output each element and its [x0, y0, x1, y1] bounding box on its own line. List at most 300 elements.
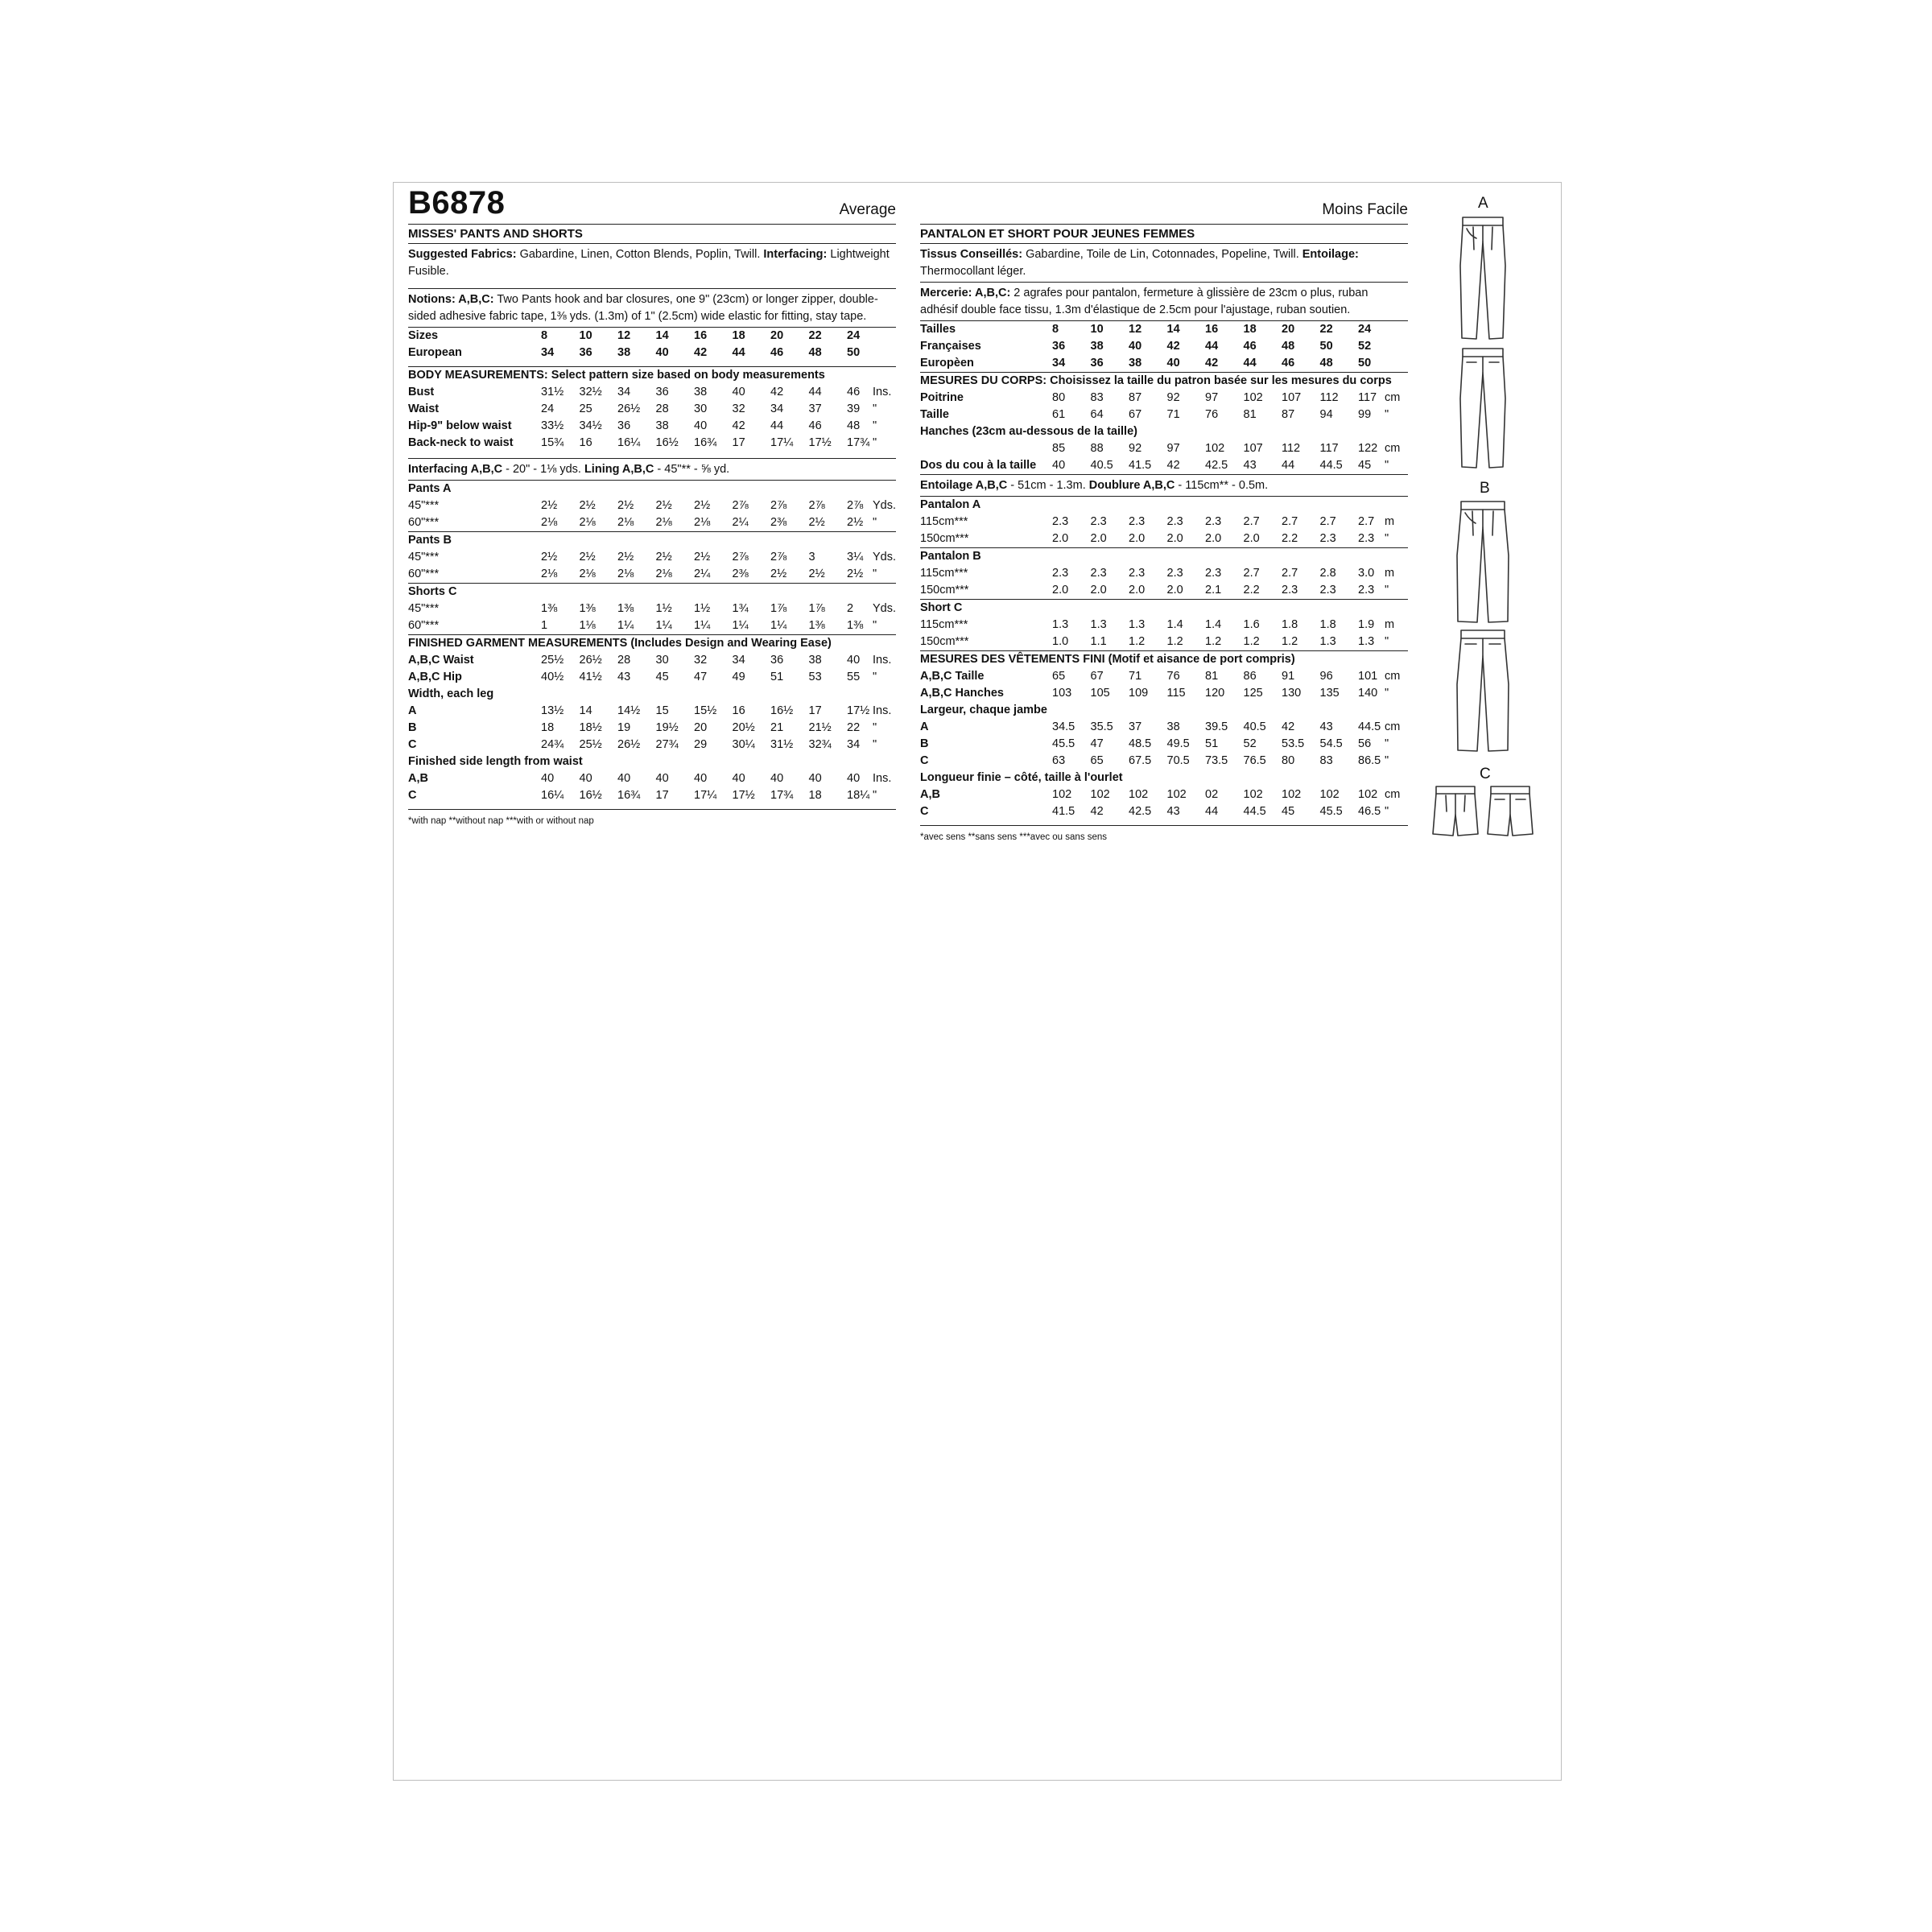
english-column [408, 185, 897, 829]
cell-value: 83 [1319, 754, 1333, 767]
table-row [408, 514, 896, 531]
cell-value: 42 [1090, 805, 1104, 818]
cell-value: 42 [732, 419, 745, 432]
cell-value: 1.8 [1282, 618, 1298, 631]
fabrics-label: Suggested Fabrics: [408, 248, 517, 261]
cell-value: 140 [1358, 687, 1378, 700]
cell-value: 8 [541, 329, 548, 342]
cell-value: 34 [732, 654, 745, 667]
finished-measurements-title: MESURES DES VÊTEMENTS FINI (Motif et aisance de port compris) [920, 653, 1295, 666]
cell-value: 2½ [541, 551, 558, 564]
cell-value: 02 [1205, 788, 1219, 801]
cell-value: 40 [694, 419, 708, 432]
cell-value: 41½ [579, 671, 602, 683]
cell-value: 2.7 [1358, 515, 1375, 528]
table-row [408, 787, 896, 804]
cell-value: 97 [1166, 442, 1180, 455]
unit-label: cm [1385, 670, 1401, 683]
cell-value: 102 [1129, 788, 1149, 801]
cell-value: 3.0 [1358, 567, 1375, 580]
cell-value: 40 [1129, 340, 1142, 353]
interfacing-label: Interfacing: [763, 248, 828, 261]
cell-value: 2½ [579, 499, 596, 512]
interfacing-text: Thermocollant léger. [920, 265, 1026, 278]
cell-value: 63 [1052, 754, 1066, 767]
table-row [920, 803, 1408, 820]
row-label: A [408, 704, 417, 717]
cell-value: 14 [655, 329, 669, 342]
cell-value: 17½ [808, 436, 832, 449]
cell-value: 48 [1282, 340, 1295, 353]
pattern-title: PANTALON ET SHORT POUR JEUNES FEMMES [920, 227, 1195, 241]
hip-label: Hanches (23cm au-dessous de la taille) [920, 425, 1137, 438]
cell-value: 18 [732, 329, 745, 342]
cell-value: 2.0 [1205, 532, 1222, 545]
cell-value: 17 [655, 789, 669, 802]
cell-value: 39 [847, 402, 861, 415]
cell-value: 46 [808, 419, 822, 432]
cell-value: 15 [655, 704, 669, 717]
cell-value: 2.2 [1282, 532, 1298, 545]
cell-value: 16 [579, 436, 592, 449]
row-label: Dos du cou à la taille [920, 459, 1037, 472]
cell-value: 25 [579, 402, 592, 415]
cell-value: 24 [541, 402, 555, 415]
cell-value: 50 [1358, 357, 1372, 369]
unit-label: " [873, 419, 877, 432]
cell-value: 16¾ [694, 436, 717, 449]
cell-value: 36 [770, 654, 784, 667]
row-label: A,B,C Hip [408, 671, 462, 683]
table-row [408, 770, 896, 787]
cell-value: 2.0 [1052, 532, 1069, 545]
cell-value: 17¾ [770, 789, 794, 802]
cell-value: 2.7 [1282, 515, 1298, 528]
cell-value: 2⅛ [541, 568, 558, 580]
lining-label: Lining A,B,C [584, 463, 654, 476]
cell-value: 2.3 [1090, 567, 1107, 580]
row-label: A,B,C Hanches [920, 687, 1004, 700]
cell-value: 96 [1319, 670, 1333, 683]
width-table [408, 703, 896, 753]
cell-value: 2½ [655, 499, 672, 512]
row-label: C [408, 789, 417, 802]
cell-value: 2⅜ [770, 516, 787, 529]
row-label: 45"*** [408, 551, 440, 564]
cell-value: 44.5 [1319, 459, 1343, 472]
table-row [920, 617, 1408, 634]
cell-value: 1⅛ [579, 619, 596, 632]
cell-value: 130 [1282, 687, 1302, 700]
cell-value: 1¾ [732, 602, 749, 615]
cell-value: 54.5 [1319, 737, 1343, 750]
finished-measurements-title: FINISHED GARMENT MEASUREMENTS (Includes Design and Wearing Ease) [408, 637, 832, 650]
cell-value: 53 [808, 671, 822, 683]
cell-value: 1.2 [1205, 635, 1222, 648]
table-row [408, 384, 896, 401]
cell-value: 35.5 [1090, 720, 1113, 733]
table-row [920, 530, 1408, 547]
suggested-fabrics [408, 244, 896, 282]
cell-value: 18 [808, 789, 822, 802]
unit-label: Yds. [873, 602, 897, 615]
cell-value: 67.5 [1129, 754, 1152, 767]
cell-value: 34 [770, 402, 784, 415]
cell-value: 2.0 [1090, 584, 1107, 597]
cell-value: 135 [1319, 687, 1340, 700]
row-label: B [920, 737, 929, 750]
sizes-row [408, 328, 896, 345]
cell-value: 81 [1243, 408, 1257, 421]
sizes-table [920, 321, 1408, 372]
cell-value: 1.9 [1358, 618, 1375, 631]
cell-value: 1⅜ [579, 602, 596, 615]
cell-value: 38 [1090, 340, 1104, 353]
unit-label: " [1385, 584, 1389, 597]
table-row [408, 601, 896, 617]
length-table [920, 786, 1408, 820]
cell-value: 40 [541, 772, 555, 785]
row-label: 60"*** [408, 568, 440, 580]
cell-value: 117 [1319, 442, 1339, 455]
row-label: Hip-9" below waist [408, 419, 512, 432]
cell-value: 102 [1243, 788, 1263, 801]
table-row [408, 549, 896, 566]
cell-value: 16 [1205, 323, 1219, 336]
cell-value: 40.5 [1243, 720, 1266, 733]
cell-value: 20½ [732, 721, 755, 734]
unit-label: " [873, 789, 877, 802]
cell-value: 2.7 [1243, 515, 1260, 528]
cell-value: 42 [1166, 459, 1180, 472]
cell-value: 1½ [694, 602, 711, 615]
cell-value: 45 [1358, 459, 1372, 472]
cell-value: 40 [732, 772, 745, 785]
header-row [920, 190, 1408, 224]
cell-value: 1.2 [1282, 635, 1298, 648]
cell-value: 112 [1282, 442, 1301, 455]
table-row [920, 719, 1408, 736]
cell-value: 65 [1090, 754, 1104, 767]
cell-value: 21 [770, 721, 784, 734]
cell-value: 2¼ [732, 516, 749, 529]
unit-label: m [1385, 567, 1395, 580]
cell-value: 2.3 [1205, 515, 1222, 528]
cell-value: 40 [847, 654, 861, 667]
cell-value: 38 [808, 654, 822, 667]
view-yardage-title: Pantalon A [920, 498, 981, 511]
cell-value: 17½ [732, 789, 755, 802]
cell-value: 46.5 [1358, 805, 1381, 818]
unit-label: " [873, 619, 877, 632]
cell-value: 2.1 [1205, 584, 1222, 597]
table-row [408, 435, 896, 452]
cell-value: 2½ [847, 516, 864, 529]
cell-value: 76.5 [1243, 754, 1266, 767]
cell-value: 103 [1052, 687, 1072, 700]
cell-value: 38 [655, 419, 669, 432]
cell-value: 1.3 [1358, 635, 1375, 648]
unit-label: " [1385, 754, 1389, 767]
cell-value: 52 [1358, 340, 1372, 353]
cell-value: 1.8 [1319, 618, 1336, 631]
cell-value: 44 [1282, 459, 1295, 472]
cell-value: 40 [655, 346, 669, 359]
cell-value: 1.1 [1090, 635, 1107, 648]
cell-value: 87 [1282, 408, 1295, 421]
cell-value: 36 [1052, 340, 1066, 353]
cell-value: 83 [1090, 391, 1104, 404]
row-label: Poitrine [920, 391, 964, 404]
cell-value: 44 [1205, 340, 1219, 353]
cell-value: 40.5 [1090, 459, 1113, 472]
cell-value: 36 [655, 386, 669, 398]
cell-value: 38 [1129, 357, 1142, 369]
cell-value: 36 [579, 346, 592, 359]
cell-value: 2½ [808, 516, 825, 529]
cell-value: 25½ [541, 654, 564, 667]
row-label: A,B,C Waist [408, 654, 474, 667]
cell-value: 46 [1243, 340, 1257, 353]
cell-value: 71 [1129, 670, 1142, 683]
table-row [408, 418, 896, 435]
row-label: B [408, 721, 417, 734]
table-row [920, 685, 1408, 702]
cell-value: 2⅞ [732, 551, 749, 564]
header-row [408, 185, 896, 224]
cell-value: 120 [1205, 687, 1225, 700]
cell-value: 40 [694, 772, 708, 785]
table-row [920, 565, 1408, 582]
row-label: Tailles [920, 323, 956, 336]
sizes-table [408, 328, 896, 361]
cell-value: 1.2 [1243, 635, 1260, 648]
cell-value: 26½ [579, 654, 602, 667]
cell-value: 26½ [617, 738, 641, 751]
row-label: A,B [408, 772, 428, 785]
cell-value: 30 [655, 654, 669, 667]
yardage-tables [408, 481, 896, 634]
cell-value: 32¾ [808, 738, 832, 751]
cell-value: 2.0 [1166, 584, 1183, 597]
cell-value: 1.4 [1205, 618, 1222, 631]
cell-value: 107 [1282, 391, 1302, 404]
cell-value: 1¼ [694, 619, 711, 632]
cell-value: 48 [1319, 357, 1333, 369]
row-label: C [920, 754, 929, 767]
fabrics-text: Gabardine, Toile de Lin, Cotonnades, Popeline, Twill. [1022, 248, 1302, 261]
cell-value: 26½ [617, 402, 641, 415]
cell-value: 44 [808, 386, 822, 398]
cell-value: 70.5 [1166, 754, 1190, 767]
yardage-tables [920, 497, 1408, 650]
cell-value: 2½ [655, 551, 672, 564]
cell-value: 1⅞ [770, 602, 787, 615]
lining-label: Doublure A,B,C [1088, 479, 1175, 492]
unit-label: " [1385, 737, 1389, 750]
cell-value: 107 [1243, 442, 1263, 455]
row-label: 115cm*** [920, 618, 968, 631]
width-table [920, 719, 1408, 770]
cell-value: 44 [770, 419, 784, 432]
cell-value: 13½ [541, 704, 564, 717]
notions-label: Mercerie: A,B,C: [920, 287, 1011, 299]
footnote: *avec sens **sans sens ***avec ou sans sens [920, 832, 1108, 842]
cell-value: 102 [1052, 788, 1072, 801]
interfacing-text: Lightweight Fusible. [408, 248, 890, 278]
unit-label: Yds. [873, 499, 897, 512]
cell-value: 52 [1243, 737, 1257, 750]
table-row [408, 652, 896, 669]
table-row [920, 786, 1408, 803]
cell-value: 20 [1282, 323, 1295, 336]
notions [920, 283, 1408, 320]
cell-value: 42 [1205, 357, 1219, 369]
cell-value: 34 [617, 386, 631, 398]
cell-value: 37 [1129, 720, 1142, 733]
cell-value: 40 [770, 772, 784, 785]
cell-value: 40 [847, 772, 861, 785]
cell-value: 112 [1319, 391, 1339, 404]
finished-table [920, 668, 1408, 702]
cell-value: 48 [808, 346, 822, 359]
cell-value: 101 [1358, 670, 1378, 683]
unit-label: " [873, 516, 877, 529]
cell-value: 65 [1052, 670, 1066, 683]
cell-value: 1½ [655, 602, 672, 615]
row-label: 45"*** [408, 602, 440, 615]
cell-value: 1.2 [1129, 635, 1146, 648]
cell-value: 2½ [808, 568, 825, 580]
cell-value: 2⅞ [847, 499, 864, 512]
cell-value: 1¼ [617, 619, 634, 632]
cell-value: 28 [655, 402, 669, 415]
cell-value: 17 [732, 436, 745, 449]
cell-value: 92 [1129, 442, 1142, 455]
cell-value: 2.0 [1129, 584, 1146, 597]
row-label: A,B,C Taille [920, 670, 985, 683]
cell-value: 24 [1358, 323, 1372, 336]
cell-value: 46 [1282, 357, 1295, 369]
interfacing-label: Entoilage: [1302, 248, 1359, 261]
cell-value: 42.5 [1205, 459, 1228, 472]
table-row [408, 703, 896, 720]
cell-value: 17¾ [847, 436, 870, 449]
cell-value: 19 [617, 721, 631, 734]
cell-value: 122 [1358, 442, 1378, 455]
unit-label: " [873, 671, 877, 683]
cell-value: 2.8 [1319, 567, 1336, 580]
cell-value: 76 [1205, 408, 1219, 421]
cell-value: 47 [694, 671, 708, 683]
cell-value: 1.3 [1319, 635, 1336, 648]
cell-value: 1⅜ [541, 602, 558, 615]
row-label: A [920, 720, 929, 733]
view-yardage-title: Shorts C [408, 585, 457, 598]
cell-value: 51 [1205, 737, 1219, 750]
cell-value: 2.3 [1319, 532, 1336, 545]
cell-value: 2.0 [1129, 532, 1146, 545]
cell-value: 40 [1166, 357, 1180, 369]
row-label: 115cm*** [920, 515, 968, 528]
interfacing-label: Interfacing A,B,C [408, 463, 503, 476]
cell-value: 16½ [655, 436, 679, 449]
cell-value: 2½ [694, 551, 711, 564]
cell-value: 86 [1243, 670, 1257, 683]
unit-label: " [873, 738, 877, 751]
cell-value: 2.3 [1358, 584, 1375, 597]
cell-value: 2.7 [1319, 515, 1336, 528]
cell-value: 56 [1358, 737, 1372, 750]
cell-value: 36 [1090, 357, 1104, 369]
cell-value: 115 [1166, 687, 1186, 700]
cell-value: 102 [1319, 788, 1340, 801]
unit-label: " [1385, 805, 1389, 818]
row-label: Europèen [920, 357, 974, 369]
cell-value: 2⅞ [770, 551, 787, 564]
body-measurements-table [408, 384, 896, 452]
table-row [920, 514, 1408, 530]
cell-value: 45 [655, 671, 669, 683]
cell-value: 12 [617, 329, 631, 342]
unit-label: " [873, 721, 877, 734]
table-row [408, 566, 896, 583]
unit-label: Ins. [873, 704, 892, 717]
cell-value: 1⅜ [617, 602, 634, 615]
cell-value: 42 [694, 346, 708, 359]
cell-value: 25½ [579, 738, 602, 751]
unit-label: Ins. [873, 386, 892, 398]
unit-label: " [873, 568, 877, 580]
notions-text: 2 agrafes pour pantalon, fermeture à glissière de 23cm o plus, ruban adhésif double face tissu, 1.3m d'élastique de 2.5cm pour l'ajustage, ruban soutien. [920, 287, 1368, 316]
cell-value: 45.5 [1319, 805, 1343, 818]
cell-value: 2¼ [694, 568, 711, 580]
hip-row [920, 440, 1408, 457]
cell-value: 40 [579, 772, 592, 785]
row-label: 45"*** [408, 499, 440, 512]
cell-value: 47 [1090, 737, 1104, 750]
table-row [408, 669, 896, 686]
pattern-title: MISSES' PANTS AND SHORTS [408, 227, 583, 241]
unit-label: cm [1385, 442, 1401, 455]
cell-value: 31½ [541, 386, 564, 398]
cell-value: 3¼ [847, 551, 864, 564]
cell-value: 80 [1052, 391, 1066, 404]
cell-value: 14 [1166, 323, 1180, 336]
cell-value: 34.5 [1052, 720, 1075, 733]
notions-text: Two Pants hook and bar closures, one 9" (23cm) or longer zipper, double-sided adhesive fabric tape, 1⅜ yds. (1.3m) of 1" (2.5cm) wide elastic for fitting, stay tape. [408, 293, 878, 323]
cell-value: 40 [808, 772, 822, 785]
table-row [920, 736, 1408, 753]
cell-value: 1.3 [1052, 618, 1069, 631]
row-label: 150cm*** [920, 532, 969, 545]
row-label: 150cm*** [920, 584, 969, 597]
unit-label: Ins. [873, 772, 892, 785]
cell-value: 15½ [694, 704, 717, 717]
cell-value: 2½ [541, 499, 558, 512]
cell-value: 46 [847, 386, 861, 398]
cell-value: 16¼ [541, 789, 564, 802]
cell-value: 1.4 [1166, 618, 1183, 631]
cell-value: 8 [1052, 323, 1059, 336]
cell-value: 2.3 [1358, 532, 1375, 545]
suggested-fabrics [920, 244, 1408, 282]
interfacing-label: Entoilage A,B,C [920, 479, 1008, 492]
cell-value: 36 [617, 419, 631, 432]
cell-value: 2½ [617, 499, 634, 512]
cell-value: 43 [617, 671, 631, 683]
cell-value: 27¾ [655, 738, 679, 751]
